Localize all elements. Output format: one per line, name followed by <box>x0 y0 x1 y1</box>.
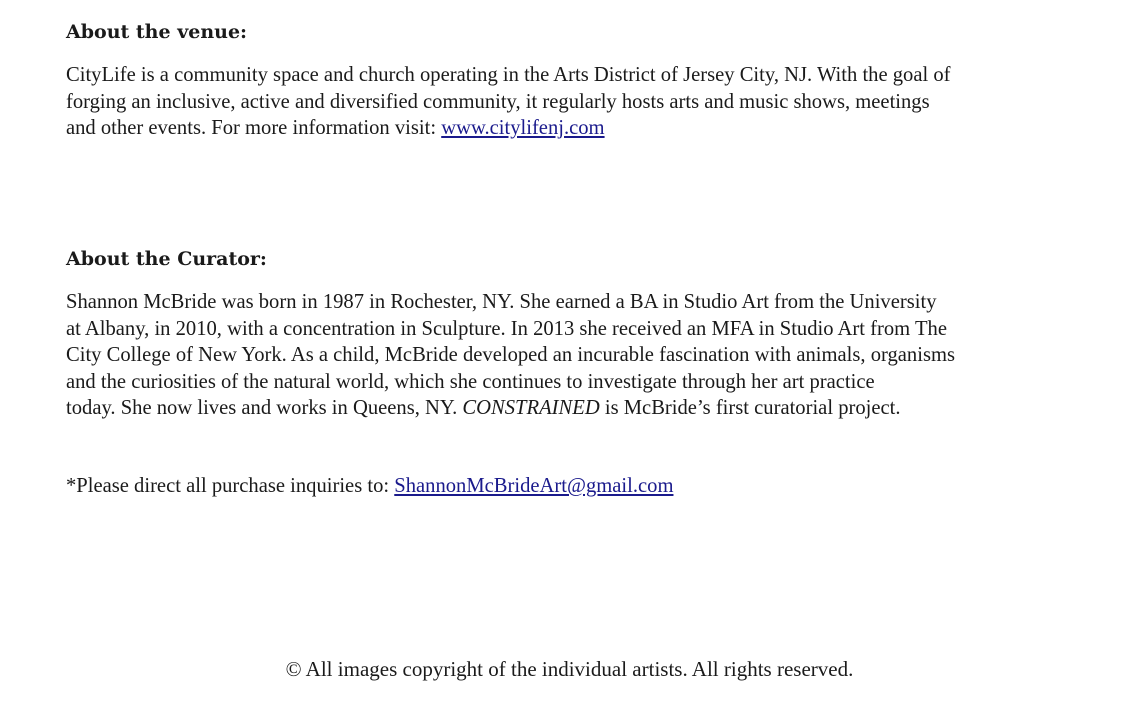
venue-paragraph <box>66 62 1086 142</box>
citylife-website-link[interactable]: www.citylifenj.com <box>441 117 605 139</box>
curator-line: at Albany, in 2010, with a concentration in Sculpture. In 2013 she received an MFA in Studio Art from The <box>66 317 947 340</box>
copyright-notice: © All images copyright of the individual artists. All rights reserved. <box>285 657 854 681</box>
inquiry-paragraph <box>66 473 1086 500</box>
curator-heading: About the Curator: <box>66 248 267 270</box>
curator-paragraph <box>66 289 1086 422</box>
curator-line <box>66 395 1086 422</box>
exhibition-title: CONSTRAINED <box>462 397 600 419</box>
curator-line: Shannon McBride was born in 1987 in Rochester, NY. She earned a BA in Studio Art from the University <box>66 291 937 313</box>
venue-info-text: and other events. For more information visit: <box>66 117 442 139</box>
curator-line: City College of New York. As a child, McBride developed an incurable fascination with animals, organisms <box>66 344 955 366</box>
inquiry-email-link[interactable]: ShannonMcBrideArt@gmail.com <box>394 475 674 497</box>
inquiry-text: *Please direct all purchase inquiries to: <box>66 475 395 497</box>
venue-heading: About the venue: <box>66 21 248 43</box>
inquiry-line <box>66 473 1086 500</box>
venue-line: CityLife is a community space and church operating in the Arts District of Jersey City, NJ. With the goal of <box>66 64 951 86</box>
curator-last-text-after: is McBride’s first curatorial project. <box>599 397 901 419</box>
curator-line: and the curiosities of the natural world, which she continues to investigate through her art practice <box>66 370 875 393</box>
curator-last-text: today. She now lives and works in Queens, NY. <box>66 397 463 419</box>
venue-line <box>66 115 1086 142</box>
venue-line: forging an inclusive, active and diversified community, it regularly hosts arts and music shows, meetings <box>66 90 930 113</box>
